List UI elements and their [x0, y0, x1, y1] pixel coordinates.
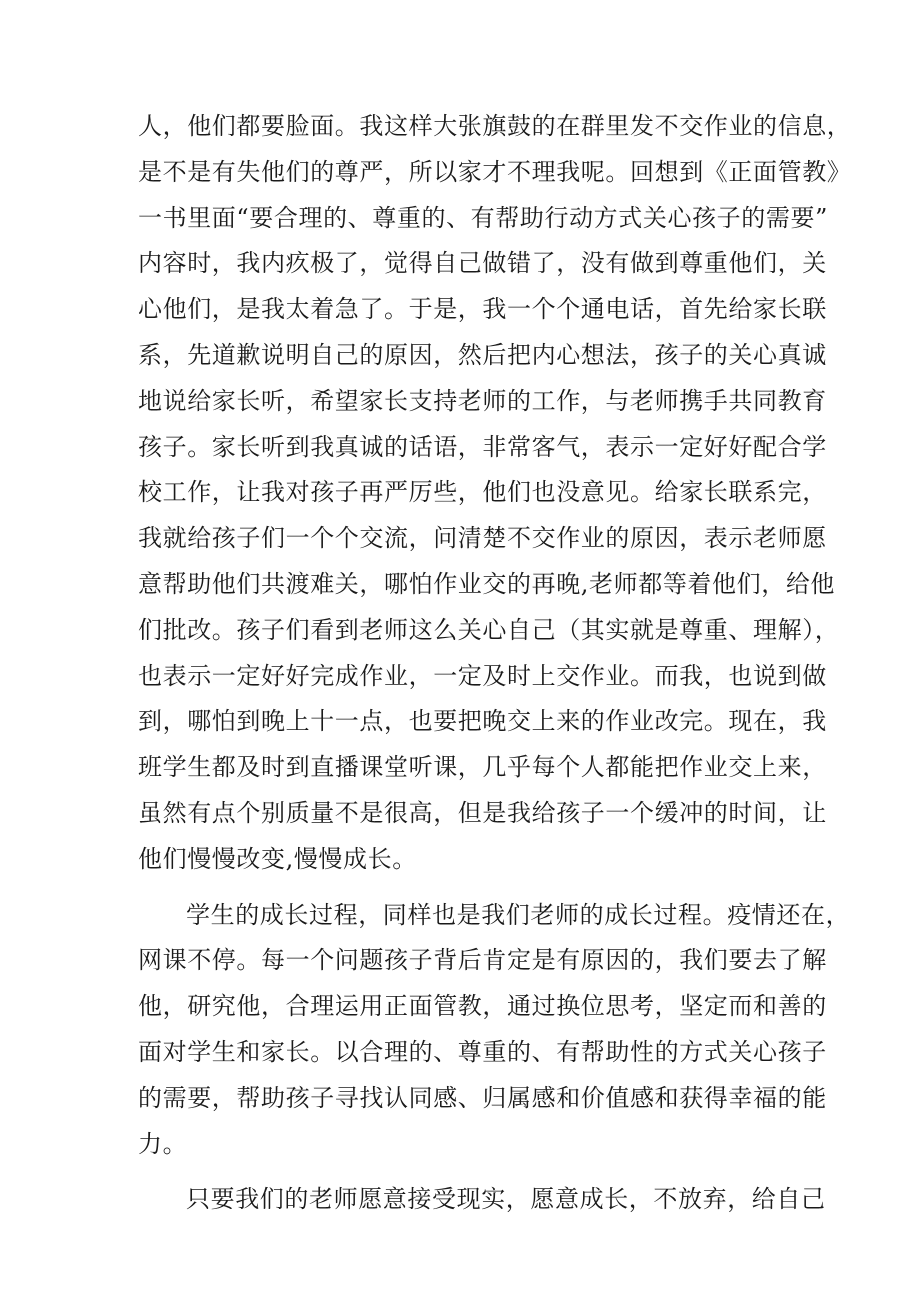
- text-line: 们批改。孩子们看到老师这么关心自己（其实就是尊重、理解），: [138, 615, 840, 644]
- text-line: 我就给孩子们一个个交流，问清楚不交作业的原因，表示老师愿: [138, 524, 827, 553]
- text-line: 力。: [138, 1129, 188, 1158]
- text-line: 也表示一定好好完成作业，一定及时上交作业。而我，也说到做: [138, 661, 827, 690]
- text-line: 校工作，让我对孩子再严厉些，他们也没意见。给家长联系完，: [138, 478, 827, 507]
- text-line: 意帮助他们共渡难关，哪怕作业交的再晚,老师都等着他们，给他: [138, 569, 836, 598]
- text-line: 心他们，是我太着急了。于是，我一个个通电话，首先给家长联: [138, 295, 827, 324]
- text-line: 面对学生和家长。以合理的、尊重的、有帮助性的方式关心孩子: [138, 1037, 827, 1066]
- text-line: 内容时，我内疚极了，觉得自己做错了，没有做到尊重他们，关: [138, 249, 827, 278]
- text-line: 网课不停。每一个问题孩子背后肯定是有原因的，我们要去了解: [138, 946, 827, 975]
- text-line: 地说给家长听，希望家长支持老师的工作，与老师携手共同教育: [138, 386, 827, 415]
- text-line: 人，他们都要脸面。我这样大张旗鼓的在群里发不交作业的信息，: [138, 112, 852, 140]
- paragraph-gap: [138, 1167, 803, 1177]
- text-line: 到，哪怕到晚上十一点，也要把晚交上来的作业改完。现在，我: [138, 707, 827, 736]
- text-line: 一书里面“要合理的、尊重的、有帮助行动方式关心孩子的需要”: [138, 203, 828, 232]
- text-line: 虽然有点个别质量不是很高，但是我给孩子一个缓冲的时间，让: [138, 798, 827, 827]
- text-line: 是不是有失他们的尊严，所以家才不理我呢。回想到《正面管教》: [138, 157, 852, 186]
- text-line: 他们慢慢改变,慢慢成长。: [138, 844, 417, 873]
- text-line: 只要我们的老师愿意接受现实，愿意成长，不放弃，给自己: [186, 1185, 826, 1214]
- text-line: 班学生都及时到直播课堂听课，几乎每个人都能把作业交上来，: [138, 753, 827, 782]
- text-line: 学生的成长过程，同样也是我们老师的成长过程。疫情还在，: [186, 900, 851, 929]
- paragraph-2: [138, 893, 851, 1168]
- text-line: 的需要，帮助孩子寻找认同感、归属感和价值感和获得幸福的能: [138, 1083, 827, 1112]
- paragraph-3: [138, 1177, 826, 1223]
- paragraph-gap: [138, 883, 803, 893]
- paragraph-1: [138, 104, 852, 883]
- text-line: 他，研究他，合理运用正面管教，通过换位思考，坚定而和善的: [138, 992, 827, 1021]
- body-text: [138, 104, 852, 1223]
- text-line: 孩子。家长听到我真诚的话语，非常客气，表示一定好好配合学: [138, 432, 827, 461]
- text-line: 系，先道歉说明自己的原因，然后把内心想法，孩子的关心真诚: [138, 340, 827, 369]
